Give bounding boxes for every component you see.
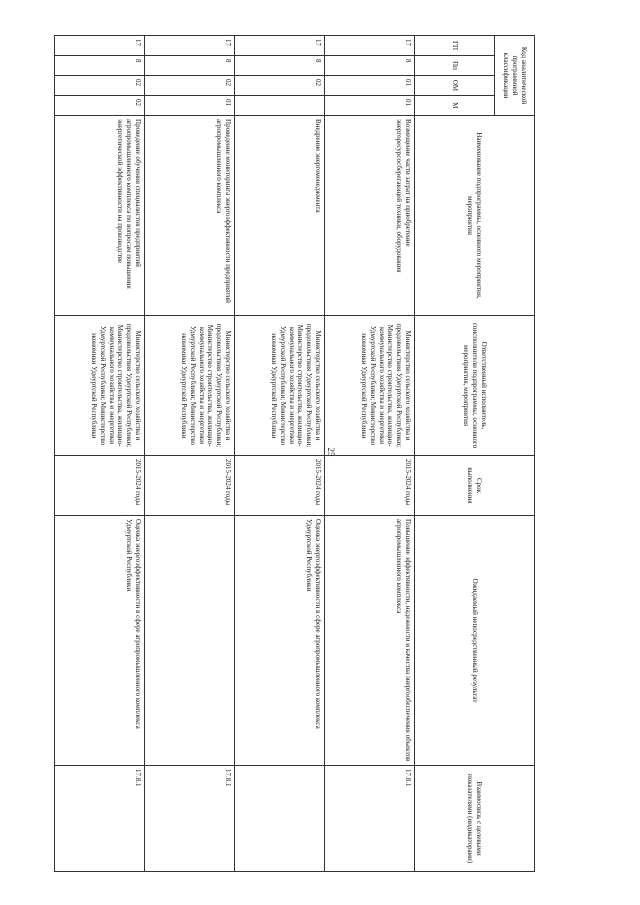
header-pp: Пп [415, 56, 495, 76]
cell-gp: 17 [235, 36, 325, 56]
page-number: 25 [326, 447, 336, 457]
cell-result: Оценка энергоэффективности в сфере агропромышленного комплекса Удмуртской Республики [235, 516, 325, 766]
cell-term: 2015-2024 годы [235, 456, 325, 516]
cell-om: 02 [235, 76, 325, 96]
cell-link: 17.8.1 [55, 766, 145, 872]
cell-pp: 8 [325, 56, 415, 76]
cell-executor: Министерство сельского хозяйства и продовольствия Удмуртской Республики; Министерство строительства, жилищно-коммунального хозяйства и энергетики Удмуртской Республики; Министерство экономики Удмуртской Республики [145, 316, 235, 456]
header-term: Срок выполнения [415, 456, 535, 516]
cell-executor: Министерство сельского хозяйства и продовольствия Удмуртской Республики; Министерство строительства, жилищно-коммунального хозяйства и энергетики Удмуртской Республики; Министерство экономики Удмуртской Республики [235, 316, 325, 456]
cell-m: 01 [145, 96, 235, 116]
cell-m [235, 96, 325, 116]
header-gp: ГП [415, 36, 495, 56]
table-row [55, 36, 145, 872]
cell-term: 2015-2024 годы [55, 456, 145, 516]
cell-pp: 8 [235, 56, 325, 76]
cell-name: Внедрение энергоменеджмента [235, 116, 325, 316]
cell-om: 02 [55, 76, 145, 96]
header-om: ОМ [415, 76, 495, 96]
cell-name: Возмещение части затрат на приобретение энергоресурсосберегающей техники, оборудования [325, 116, 415, 316]
table-row [235, 36, 325, 872]
program-table [54, 35, 535, 872]
cell-result: Повышение эффективности, надежности и качества энергообеспечения объектов агропромышленного комплекса [325, 516, 415, 766]
cell-name: Проведение мониторинга энергоэффективности предприятий агропромышленного комплекса [145, 116, 235, 316]
cell-result [145, 516, 235, 766]
cell-om: 01 [325, 76, 415, 96]
cell-link: 17.8.1 [325, 766, 415, 872]
document-sheet [55, 35, 535, 871]
cell-link: 17.8.1 [145, 766, 235, 872]
table-row [325, 36, 415, 872]
header-code-group: Код аналитической программной классификации [495, 36, 535, 116]
cell-gp: 17 [55, 36, 145, 56]
cell-m: 02 [55, 96, 145, 116]
cell-gp: 17 [325, 36, 415, 56]
cell-executor: Министерство сельского хозяйства и продовольствия Удмуртской Республики; Министерство строительства, жилищно-коммунального хозяйства и энергетики Удмуртской Республики; Министерство экономики Удмуртской Республики [55, 316, 145, 456]
header-executor: Ответственный исполнитель, соисполнители подпрограммы, основного мероприятия, мероприятия [415, 316, 535, 456]
cell-result: Оценка энергоэффективности в сфере агропромышленного комплекса Удмуртской Республики [55, 516, 145, 766]
cell-pp: 8 [145, 56, 235, 76]
cell-term: 2015-2024 годы [145, 456, 235, 516]
cell-om: 02 [145, 76, 235, 96]
cell-pp: 8 [55, 56, 145, 76]
table-row [145, 36, 235, 872]
cell-name: Проведение обучения специалистов предприятий агропромышленного комплекса по вопросам повышения энергетической эффективности на производстве [55, 116, 145, 316]
cell-term: 2015-2024 годы [325, 456, 415, 516]
cell-executor: Министерство сельского хозяйства и продовольствия Удмуртской Республики; Министерство строительства, жилищно-коммунального хозяйства и энергетики Удмуртской Республики; Министерство экономики Удмуртской Республики [325, 316, 415, 456]
cell-m: 01 [325, 96, 415, 116]
header-m: М [415, 96, 495, 116]
cell-gp: 17 [145, 36, 235, 56]
header-name: Наименование подпрограммы, основного мероприятия, мероприятия [415, 116, 535, 316]
header-result: Ожидаемый непосредственный результат [415, 516, 535, 766]
cell-link [235, 766, 325, 872]
header-link: Взаимосвязь с целевыми показателями (индикаторами) [415, 766, 535, 872]
